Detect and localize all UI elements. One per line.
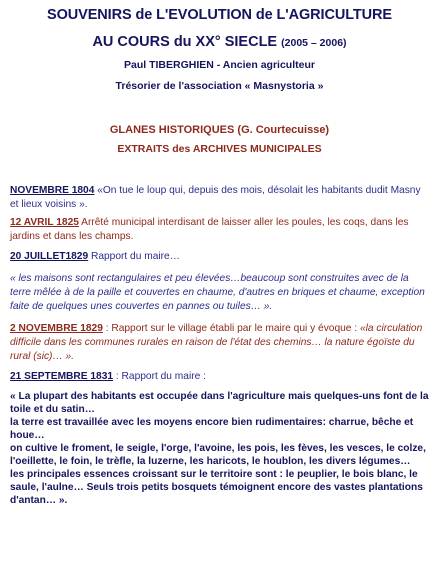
entry-date: 2 NOVEMBRE 1829 <box>10 323 103 334</box>
entry-text: «On tue le loup qui, depuis des mois, désolait les habitants dudit Masny et lieux voisins ». <box>10 185 421 210</box>
report-line: « La plupart des habitants est occupée dans l'agriculture mais quelques-uns font de la toile et du satin… <box>10 391 429 415</box>
title-line-1: SOUVENIRS de L'EVOLUTION de L'AGRICULTURE <box>47 7 392 23</box>
report-line: les principales essences croissant sur le territoire sont : le peuplier, le bois blanc, le saule, l'aulne… Seuls trois petits bosquets témoignent encore des vastes plantations d'antan… ». <box>10 469 423 506</box>
section-subtitle: EXTRAITS des ARCHIVES MUNICIPALES <box>117 143 322 155</box>
entry-date: 21 SEPTEMBRE 1831 <box>10 371 114 382</box>
entry-text: Arrêté municipal interdisant de laisser aller les poules, les coqs, dans les jardins et dans les champs. <box>10 217 409 242</box>
entry-1829-november <box>10 322 430 364</box>
entry-1829-july <box>10 250 430 264</box>
entry-1825 <box>10 216 430 244</box>
entry-text: Rapport du maire… <box>88 251 180 262</box>
title-century: AU COURS du XX° SIECLE <box>92 34 278 50</box>
entry-date: NOVEMBRE 1804 <box>10 185 95 196</box>
entry-text: : Rapport du maire : <box>113 371 206 382</box>
title-years: (2005 – 2006) <box>281 37 347 49</box>
title-line-2 <box>0 34 439 50</box>
entry-date: 12 AVRIL 1825 <box>10 217 79 228</box>
report-line: on cultive le froment, le seigle, l'orge, l'avoine, les pois, les fèves, les vesces, le colze, l'oeillette, le foin, le trèfle, la luzerne, les haricots, le houblon, les divers légumes… <box>10 443 426 467</box>
role-line: Trésorier de l'association « Masnystoria » <box>115 80 324 92</box>
entry-quote: «la circulation difficile dans les communes rurales en raison de l'état des chemins… la nature égoïste du rural (sic)… ». <box>10 323 423 362</box>
report-line: la terre est travaillée avec les moyens encore bien rudimentaires: charrue, bêche et houe… <box>10 417 414 441</box>
entry-quote: « les maisons sont rectangulaires et peu élevées…beaucoup sont construites avec de la terre mêlée à de la paille et couvertes en chaume, d'autres en briques et chaume, exception faite de quelques unes couvertes en pannes ou tuiles… ». <box>10 273 425 312</box>
entry-text: : Rapport sur le village établi par le maire qui y évoque : <box>102 323 360 334</box>
entry-1831 <box>10 370 430 384</box>
entry-1804 <box>10 184 430 212</box>
report-1831-body <box>10 390 430 507</box>
entry-date: 20 JUILLET1829 <box>10 251 89 262</box>
author-line: Paul TIBERGHIEN - Ancien agriculteur <box>124 59 315 71</box>
section-title: GLANES HISTORIQUES (G. Courtecuisse) <box>109 124 330 136</box>
